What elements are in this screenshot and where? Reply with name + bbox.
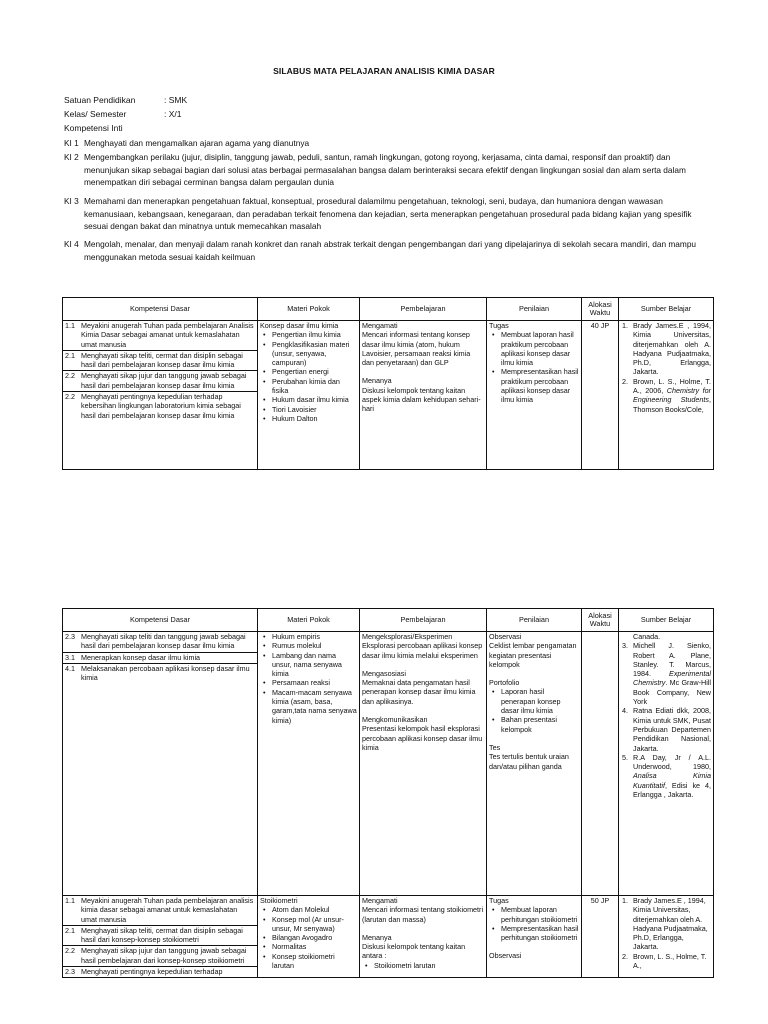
kd-item: 3.1 Menerapkan konsep dasar ilmu kimia: [63, 653, 257, 664]
table-header-row: [63, 609, 714, 632]
pembelajaran-heading: Mengkomunikasikan: [362, 715, 428, 725]
kd-item: 2.3 Menghayati pentingnya kepedulian terhadap: [65, 967, 223, 977]
ki-item: [64, 195, 714, 235]
pembelajaran-heading: Menanya: [362, 376, 392, 386]
ki-number: KI 4: [64, 239, 79, 249]
pembelajaran-text: Memaknai data pengamatan hasil penerapan konsep dasar ilmu kimia dan aplikasinya.: [362, 678, 476, 706]
kd-item: 2.3 Menghayati sikap teliti dan tanggung jawab sebagai hasil dari pembelajaran konsep dasar ilmu kimia: [63, 632, 257, 653]
materi-heading: Stoikiometri: [260, 896, 298, 905]
list-item: • Mempresentasikan hasil perhitungan stoikiometri: [501, 924, 579, 943]
pembelajaran-heading: Mengamati: [362, 321, 398, 330]
penilaian-cell: [487, 896, 582, 978]
penilaian-cell: [487, 321, 582, 470]
ki-text: Mengolah, menalar, dan menyaji dalam ranah konkret dan ranah abstrak terkait dengan pengembangan dari yang dipelajarinya di sekolah secara mandiri, dan mampu menggunakan metoda sesuai kaidah keilmuan: [84, 239, 697, 262]
kd-item: 2.1 Menghayati sikap teliti, cermat dan disiplin sebagai hasil dari pembelajaran konsep dasar ilmu kimia: [63, 351, 257, 372]
list-item: • Hukum dasar ilmu kimia: [272, 395, 357, 404]
table-row: [63, 321, 714, 470]
ki-number: KI 3: [64, 196, 79, 206]
materi-cell: [258, 632, 360, 896]
list-item: • Membuat laporan hasil praktikum percobaan aplikasi konsep dasar ilmu kimia: [501, 330, 579, 367]
penilaian-text: Ceklist lembar pengamatan kegiatan presentasi kelompok: [489, 641, 577, 669]
penilaian-heading: Tugas: [489, 321, 509, 330]
pembelajaran-heading: Mengeksplorasi/Eksperimen: [362, 632, 453, 641]
pembelajaran-heading: Menanya: [362, 932, 392, 942]
list-item: • Laporan hasil penerapan konsep dasar ilmu kimia: [501, 687, 579, 715]
pembelajaran-text: Mencari informasi tentang stoikiometri (larutan dan massa): [362, 905, 484, 924]
header-penilaian: Penilaian: [487, 298, 582, 321]
kelas-label: Kelas/ Semester: [64, 109, 127, 119]
kd-item: 1.1 Meyakini anugerah Tuhan pada pembelajaran Analisis Kimia Dasar sebagai amanat untuk kemaslahatan umat manusia: [63, 321, 257, 351]
syllabus-table-1: [62, 297, 714, 470]
list-item: • Lambang dan nama unsur, nama senyawa kimia: [272, 651, 357, 679]
satuan-pendidikan-row: [64, 95, 187, 105]
kd-cell: [63, 632, 258, 896]
list-item: • Stoikiometri larutan: [374, 961, 484, 970]
syllabus-table-2: [62, 608, 714, 978]
kd-item: 2.2 Menghayati pentingnya kepedulian terhadap kebersihan lingkungan laboratorium kimia sebagai hasil dari pembelajaran konsep dasar ilmu kimia: [65, 392, 241, 420]
table-row: [63, 632, 714, 896]
kd-cell: [63, 321, 258, 470]
list-item: • Normalitas: [272, 942, 357, 951]
alokasi-cell: [582, 632, 619, 896]
header-alokasi-waktu: Alokasi Waktu: [582, 609, 619, 632]
penilaian-heading: Portofolio: [489, 678, 520, 688]
header-pembelajaran: Pembelajaran: [360, 609, 487, 632]
pembelajaran-heading: Mengasosiasi: [362, 668, 406, 678]
ki-item: [64, 151, 714, 191]
list-item: • Hukum empiris: [272, 632, 357, 641]
table-row: [63, 896, 714, 978]
ki-item: [64, 137, 714, 151]
satuan-label: Satuan Pendidikan: [64, 95, 136, 105]
list-item: 2. Brown, L. S., Holme, T. A., 2006, Chemistry for Engineering Students, Thomson Books/Cole,: [622, 376, 711, 414]
list-item: • Persamaan reaksi: [272, 678, 357, 687]
kd-item: 2.2 Menghayati sikap jujur dan tanggung jawab sebagai hasil pembelajaran dari konsep-konsep stoikiometri: [63, 946, 257, 967]
ki-number: KI 2: [64, 152, 79, 162]
table-header-row: [63, 298, 714, 321]
header-materi-pokok: Materi Pokok: [258, 298, 360, 321]
sumber-cell: [619, 632, 714, 896]
penilaian-heading: Observasi: [489, 951, 522, 961]
penilaian-cell: [487, 632, 582, 896]
pembelajaran-text: Mencari informasi tentang konsep dasar ilmu kimia (atom, hukum Lavoisier, persamaan reaksi kimia dan penyetaraan) dan GLP: [362, 330, 471, 368]
list-item: • Macam-macam senyawa kimia (asam, basa, garam,tata nama senyawa kimia): [272, 688, 357, 725]
list-item: • Bahan presentasi kelompok: [501, 715, 579, 734]
header-materi-pokok: Materi Pokok: [258, 609, 360, 632]
header-kompetensi-dasar: Kompetensi Dasar: [63, 298, 258, 321]
list-item: • Pengertian ilmu kimia: [272, 330, 357, 339]
list-item: • Konsep stoikiometri larutan: [272, 952, 357, 971]
kd-item: 2.2 Menghayati sikap jujur dan tanggung jawab sebagai hasil dari pembelajaran konsep dasar ilmu kimia: [63, 371, 257, 392]
list-item: 5. R.A Day, Jr / A.L. Underwood, 1980, Analisa Kimia Kuantitatif, Edisi ke 4, Erlangga , Jakarta.: [622, 752, 711, 800]
header-alokasi-waktu: Alokasi Waktu: [582, 298, 619, 321]
list-item: 4. Ratna Ediati dkk, 2008, Kimia untuk SMK, Pusat Perbukuan Departemen Pendidikan Nasional, Jakarta.: [622, 706, 711, 753]
kd-cell: [63, 896, 258, 978]
satuan-value: : SMK: [164, 95, 188, 105]
list-item: • Mempresentasikan hasil praktikum percobaan aplikasi konsep dasar ilmu kimia: [501, 367, 579, 404]
materi-cell: [258, 321, 360, 470]
pembelajaran-text: Diskusi kelompok tentang kaitan antara :: [362, 942, 466, 961]
kelas-value: : X/1: [164, 109, 182, 119]
kd-item: 1.1 Meyakini anugerah Tuhan pada pembelajaran analisis kimia dasar sebagai amanat untuk kemaslahatan umat manusia: [63, 896, 257, 926]
ki-number: KI 1: [64, 138, 79, 148]
ki-item: [64, 238, 714, 266]
pembelajaran-cell: [360, 896, 487, 978]
list-item: 2. Brown, L. S., Holme, T. A.,: [622, 951, 707, 971]
list-item: • Rumus molekul: [272, 641, 357, 650]
list-item: • Pengklasifikasian materi (unsur, senyawa, campuran): [272, 340, 357, 368]
penilaian-heading: Observasi: [489, 632, 522, 641]
pembelajaran-cell: [360, 632, 487, 896]
sumber-cell: [619, 321, 714, 470]
list-item: • Atom dan Molekul: [272, 905, 357, 914]
kd-item: 2.1 Menghayati sikap teliti, cermat dan disiplin sebagai hasil dari konsep-konsep stoikiometri: [63, 926, 257, 947]
page-title: SILABUS MATA PELAJARAN ANALISIS KIMIA DASAR: [273, 66, 495, 76]
ki-text: Mengembangkan perilaku (jujur, disiplin, tanggung jawab, peduli, santun, ramah lingkungan, gotong royong, kerjasama, cinta damai, responsif dan proaktif) dan menunjukan sikap sebagai bagian dari solusi atas berbagai permasalahan bangsa dalam berinteraksi secara efektif dengan lingkungan sosial dan alam serta dalam menempatkan diri sebagai cerminan bangsa dalam pergaulan dunia: [84, 152, 686, 188]
sumber-cell: [619, 896, 714, 978]
alokasi-cell: 40 JP: [582, 321, 619, 470]
list-item: 3. Michell J. Sienko, Robert A. Plane, Stanley. T. Marcus, 1984. Experimental Chemistry. Mc Graw-Hill Book Company, New York: [622, 641, 711, 707]
pembelajaran-text: Eksplorasi percobaan aplikasi konsep dasar ilmu kimia melalui eksperimen: [362, 641, 483, 660]
pembelajaran-text: Presentasi kelompok hasil eksplorasi percobaan aplikasi konsep dasar ilmu kimia: [362, 724, 483, 752]
header-kompetensi-dasar: Kompetensi Dasar: [63, 609, 258, 632]
list-item: Canada.: [633, 632, 661, 641]
list-item: • Konsep mol (Ar unsur-unsur, Mr senyawa): [272, 915, 357, 934]
ki-text: Menghayati dan mengamalkan ajaran agama yang dianutnya: [84, 138, 310, 148]
penilaian-heading: Tes: [489, 742, 501, 752]
list-item: • Membuat laporan perhitungan stoikiometri: [501, 905, 579, 924]
list-item: 1. Brady James.E , 1994, Kimia Universitas, diterjemahkan oleh A. Hadyana Pudjaatmaka, Ph.D, Erlangga, Jakarta.: [622, 321, 711, 377]
header-sumber-belajar: Sumber Belajar: [619, 609, 714, 632]
kelas-semester-row: [64, 109, 181, 119]
header-penilaian: Penilaian: [487, 609, 582, 632]
header-sumber-belajar: Sumber Belajar: [619, 298, 714, 321]
pembelajaran-heading: Mengamati: [362, 896, 398, 905]
list-item: • Tiori Lavoisier: [272, 405, 357, 414]
kd-item: 4.1 Melaksanakan percobaan aplikasi konsep dasar ilmu kimia: [65, 663, 250, 683]
pembelajaran-text: Diskusi kelompok tentang kaitan aspek kimia dalam kehidupan sehari-hari: [362, 385, 481, 414]
alokasi-cell: 50 JP: [582, 896, 619, 978]
penilaian-heading: Tugas: [489, 896, 509, 905]
materi-heading: Konsep dasar ilmu kimia: [260, 321, 339, 330]
list-item: • Pengertian energi: [272, 367, 357, 376]
penilaian-text: Tes tertulis bentuk uraian dan/atau pilihan ganda: [489, 752, 569, 771]
ki-text: Memahami dan menerapkan pengetahuan faktual, konseptual, prosedural dalamilmu pengetahuan, teknologi, seni, budaya, dan humaniora dengan wawasan kemanusiaan, kebangsaan, kenegaraan, dan peradaban terkait fenomena dan kejadian, serta menerapkan pengetahuan prosedural pada bidang kajian yang spesifik sesuai dengan bakat dan minatnya untuk memecahkan masalah: [84, 196, 692, 232]
kompetensi-inti-heading: Kompetensi Inti: [64, 123, 123, 133]
pembelajaran-cell: [360, 321, 487, 470]
list-item: • Hukum Dalton: [272, 414, 357, 423]
list-item: • Perubahan kimia dan fisika: [272, 377, 357, 396]
header-pembelajaran: Pembelajaran: [360, 298, 487, 321]
materi-cell: [258, 896, 360, 978]
list-item: • Bilangan Avogadro: [272, 933, 357, 942]
list-item: 1. Brady James.E , 1994, Kimia Universitas, diterjemahkan oleh A. Hadyana Pudjaatmaka, Ph.D, Erlangga, Jakarta.: [622, 896, 708, 952]
